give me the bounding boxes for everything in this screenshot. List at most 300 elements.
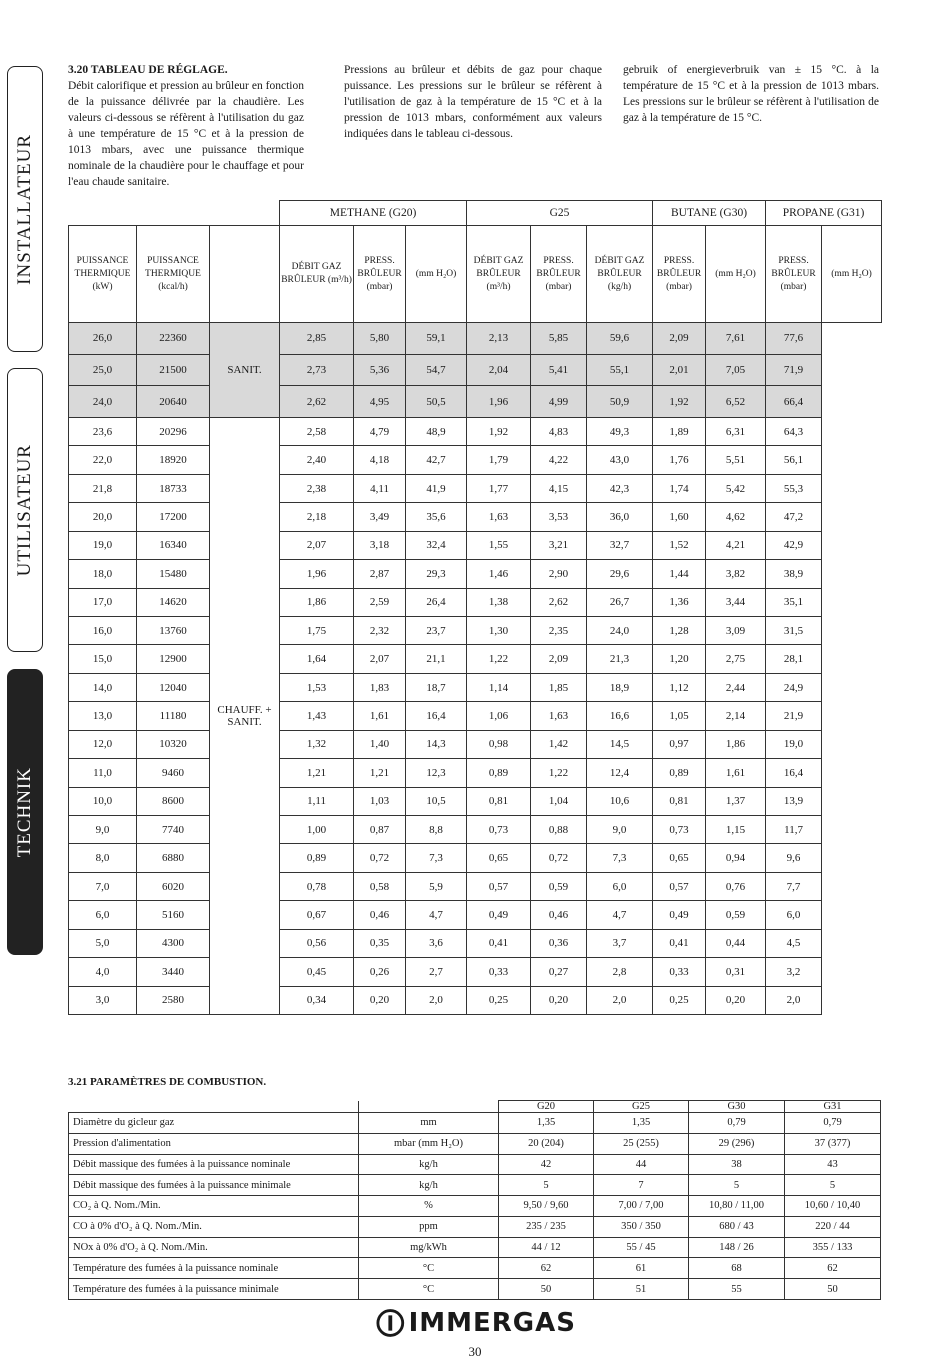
table-row	[69, 354, 882, 386]
param-value: 220 / 44	[785, 1216, 881, 1237]
gas-group-g25: G25	[467, 201, 653, 226]
cell-g30-flow: 1,20	[653, 645, 706, 673]
table-row	[69, 503, 882, 531]
cell-g31-mbar: 5,42	[706, 474, 766, 502]
cell-g20-flow: 2,58	[280, 418, 354, 446]
gas-group-row	[69, 201, 882, 226]
table-row	[69, 1258, 881, 1279]
param-value: 10,80 / 11,00	[689, 1196, 785, 1217]
col-header-g20-mbar: PRESS. BRÛLEUR (mbar)	[354, 226, 406, 323]
cell-g25-mbar: 1,42	[531, 730, 587, 758]
cell-g25-mbar: 4,22	[531, 446, 587, 474]
cell-g31-mmh2o: 2,0	[766, 986, 822, 1015]
settings-table	[68, 200, 882, 1015]
cell-g25-mbar: 0,46	[531, 901, 587, 929]
cell-g20-mbar: 3,18	[354, 531, 406, 559]
cell-g30-flow: 1,60	[653, 503, 706, 531]
table-row	[69, 1133, 881, 1154]
cell-g20-mmh2o: 59,1	[406, 323, 467, 355]
cell-g20-mbar: 4,11	[354, 474, 406, 502]
cell-g30-flow: 1,28	[653, 617, 706, 645]
table-row	[69, 1196, 881, 1217]
cell-power-kcal: 13760	[137, 617, 210, 645]
intro-col-2	[344, 62, 602, 142]
col-header-g30-mbar: PRESS. BRÛLEUR (mbar)	[653, 226, 706, 323]
cell-g30-flow: 0,49	[653, 901, 706, 929]
cell-power-kcal: 9460	[137, 759, 210, 787]
table-row	[69, 986, 882, 1015]
cell-power-kw: 9,0	[69, 815, 137, 843]
cell-g20-flow: 1,64	[280, 645, 354, 673]
cell-power-kcal: 16340	[137, 531, 210, 559]
intro-col-3	[623, 62, 879, 126]
cell-g25-mmh2o: 55,1	[587, 354, 653, 386]
cell-g25-mbar: 3,53	[531, 503, 587, 531]
column-header-row	[69, 226, 882, 323]
cell-g30-flow: 0,25	[653, 986, 706, 1015]
cell-g31-mbar: 7,05	[706, 354, 766, 386]
cell-g25-flow: 0,25	[467, 986, 531, 1015]
cell-g20-flow: 1,75	[280, 617, 354, 645]
cell-g25-flow: 0,49	[467, 901, 531, 929]
intro-paragraph: Débit calorifique et pression au brûleur en fonction de la puissance délivrée par la chaudière. Les valeurs ci-dessous se réfèrent à l'utilisation du gaz à une température de 15 °C et à la pression de 1013 mbars, avec une puissance thermique nominale de la chaudière pour le chauffage et pour l'eau chaude sanitaire.	[68, 80, 304, 188]
cell-g20-mbar: 5,80	[354, 323, 406, 355]
cell-g25-flow: 1,22	[467, 645, 531, 673]
cell-g20-mmh2o: 2,7	[406, 958, 467, 986]
immergas-logo-icon	[376, 1308, 405, 1338]
cell-power-kw: 12,0	[69, 730, 137, 758]
cell-g31-mbar: 0,94	[706, 844, 766, 872]
cell-g31-mbar: 2,14	[706, 702, 766, 730]
cell-g20-mbar: 0,26	[354, 958, 406, 986]
cell-g31-mbar: 4,21	[706, 531, 766, 559]
cell-g20-flow: 0,89	[280, 844, 354, 872]
cell-g25-mmh2o: 36,0	[587, 503, 653, 531]
col-header-g25-flow: DÉBIT GAZ BRÛLEUR (m³/h)	[467, 226, 531, 323]
side-tab-label: TECHNIK	[14, 766, 35, 858]
cell-g31-mbar: 1,37	[706, 787, 766, 815]
table-row	[69, 787, 882, 815]
cell-g20-mmh2o: 14,3	[406, 730, 467, 758]
cell-g25-mbar: 1,85	[531, 673, 587, 701]
cell-g20-mbar: 0,35	[354, 929, 406, 957]
param-value: 680 / 43	[689, 1216, 785, 1237]
cell-g30-flow: 1,92	[653, 386, 706, 418]
cell-g25-flow: 1,06	[467, 702, 531, 730]
param-value: 355 / 133	[785, 1237, 881, 1258]
cell-g20-mbar: 4,18	[354, 446, 406, 474]
cell-g25-flow: 1,63	[467, 503, 531, 531]
param-value: 29 (296)	[689, 1133, 785, 1154]
param-value: 7,00 / 7,00	[594, 1196, 689, 1217]
cell-g30-flow: 1,74	[653, 474, 706, 502]
cell-g30-flow: 1,89	[653, 418, 706, 446]
cell-power-kcal: 6020	[137, 872, 210, 900]
cell-power-kw: 14,0	[69, 673, 137, 701]
table-row	[69, 645, 882, 673]
cell-power-kcal: 15480	[137, 560, 210, 588]
cell-g25-mmh2o: 18,9	[587, 673, 653, 701]
param-value: 5	[785, 1175, 881, 1196]
param-value: 1,35	[594, 1113, 689, 1134]
cell-power-kw: 10,0	[69, 787, 137, 815]
param-value: 44	[594, 1154, 689, 1175]
param-label: Pression d'alimentation	[69, 1133, 359, 1154]
param-value: 38	[689, 1154, 785, 1175]
cell-g25-mmh2o: 50,9	[587, 386, 653, 418]
cell-g31-mmh2o: 24,9	[766, 673, 822, 701]
cell-power-kw: 19,0	[69, 531, 137, 559]
mode-heat-sanit-label: CHAUFF. + SANIT.	[210, 418, 280, 1015]
param-label: Diamètre du gicleur gaz	[69, 1113, 359, 1134]
cell-g31-mmh2o: 4,5	[766, 929, 822, 957]
side-tab-technician[interactable]	[7, 669, 43, 955]
cell-g20-mbar: 1,40	[354, 730, 406, 758]
cell-g31-mbar: 1,61	[706, 759, 766, 787]
param-value: 5	[499, 1175, 594, 1196]
param-value: 51	[594, 1279, 689, 1300]
param-label: Température des fumées à la puissance nominale	[69, 1258, 359, 1279]
cell-g31-mbar: 5,51	[706, 446, 766, 474]
cell-power-kcal: 18920	[137, 446, 210, 474]
cell-g20-mmh2o: 42,7	[406, 446, 467, 474]
cell-g30-flow: 0,73	[653, 815, 706, 843]
param-value: 37 (377)	[785, 1133, 881, 1154]
cell-power-kcal: 7740	[137, 815, 210, 843]
combustion-table-body	[69, 1113, 881, 1300]
cell-g31-mmh2o: 71,9	[766, 354, 822, 386]
cell-g25-flow: 1,55	[467, 531, 531, 559]
cell-g25-mmh2o: 24,0	[587, 617, 653, 645]
cell-g25-flow: 2,13	[467, 323, 531, 355]
cell-g20-mmh2o: 7,3	[406, 844, 467, 872]
cell-g25-mmh2o: 2,0	[587, 986, 653, 1015]
cell-power-kw: 23,6	[69, 418, 137, 446]
combustion-table	[68, 1100, 881, 1300]
cell-g25-mbar: 5,85	[531, 323, 587, 355]
param-label: CO à 0% d'O₂ à Q. Nom./Min.	[69, 1216, 359, 1237]
col-header-g31-mbar: PRESS. BRÛLEUR (mbar)	[766, 226, 822, 323]
cell-g20-flow: 2,40	[280, 446, 354, 474]
table-row	[69, 901, 882, 929]
cell-g31-mbar: 0,20	[706, 986, 766, 1015]
cell-g20-mbar: 4,95	[354, 386, 406, 418]
cell-g30-flow: 1,05	[653, 702, 706, 730]
cell-g20-flow: 2,38	[280, 474, 354, 502]
cell-g20-flow: 1,21	[280, 759, 354, 787]
param-value: 5	[689, 1175, 785, 1196]
cell-g31-mbar: 6,52	[706, 386, 766, 418]
cell-g25-flow: 1,96	[467, 386, 531, 418]
settings-table-body	[69, 323, 882, 1015]
table-row	[69, 958, 882, 986]
cell-g25-flow: 1,46	[467, 560, 531, 588]
cell-g20-mbar: 0,58	[354, 872, 406, 900]
cell-g31-mmh2o: 47,2	[766, 503, 822, 531]
cell-g25-mmh2o: 42,3	[587, 474, 653, 502]
cell-g25-mmh2o: 49,3	[587, 418, 653, 446]
cell-g20-flow: 2,62	[280, 386, 354, 418]
cell-g25-mmh2o: 26,7	[587, 588, 653, 616]
cell-power-kw: 17,0	[69, 588, 137, 616]
cell-g25-mmh2o: 43,0	[587, 446, 653, 474]
cell-power-kw: 24,0	[69, 386, 137, 418]
cell-power-kw: 15,0	[69, 645, 137, 673]
table-row	[69, 929, 882, 957]
cell-g25-mbar: 0,88	[531, 815, 587, 843]
table-row	[69, 1154, 881, 1175]
cell-g20-mmh2o: 26,4	[406, 588, 467, 616]
cell-g20-flow: 0,78	[280, 872, 354, 900]
param-value: 1,35	[499, 1113, 594, 1134]
cell-g31-mmh2o: 38,9	[766, 560, 822, 588]
cell-g20-flow: 0,45	[280, 958, 354, 986]
cell-g30-flow: 1,52	[653, 531, 706, 559]
cell-g31-mbar: 0,31	[706, 958, 766, 986]
table-row	[69, 673, 882, 701]
cell-g25-flow: 0,33	[467, 958, 531, 986]
gas-group-g31: PROPANE (G31)	[766, 201, 882, 226]
cell-g20-mbar: 2,87	[354, 560, 406, 588]
cell-g25-flow: 2,04	[467, 354, 531, 386]
cell-g30-flow: 2,09	[653, 323, 706, 355]
cell-g20-flow: 1,86	[280, 588, 354, 616]
cell-power-kcal: 11180	[137, 702, 210, 730]
gas-group-g20: METHANE (G20)	[280, 201, 467, 226]
cell-g25-mmh2o: 12,4	[587, 759, 653, 787]
cell-g25-mbar: 3,21	[531, 531, 587, 559]
col-header-g20-flow: DÉBIT GAZ BRÛLEUR (m³/h)	[280, 226, 354, 323]
table-row	[69, 474, 882, 502]
cell-g31-mmh2o: 77,6	[766, 323, 822, 355]
param-value: 50	[499, 1279, 594, 1300]
table-row	[69, 1216, 881, 1237]
param-value: 25 (255)	[594, 1133, 689, 1154]
cell-g20-mmh2o: 12,3	[406, 759, 467, 787]
param-value: 68	[689, 1258, 785, 1279]
cell-g31-mmh2o: 66,4	[766, 386, 822, 418]
param-value: 55 / 45	[594, 1237, 689, 1258]
cell-g20-mbar: 1,03	[354, 787, 406, 815]
cell-g31-mbar: 2,44	[706, 673, 766, 701]
cell-g31-mbar: 0,44	[706, 929, 766, 957]
cell-g31-mbar: 4,62	[706, 503, 766, 531]
cell-g25-mmh2o: 16,6	[587, 702, 653, 730]
cell-g25-mbar: 4,99	[531, 386, 587, 418]
param-label: NOx à 0% d'O₂ à Q. Nom./Min.	[69, 1237, 359, 1258]
cell-g25-flow: 0,81	[467, 787, 531, 815]
cell-g20-flow: 1,32	[280, 730, 354, 758]
cell-g20-mmh2o: 54,7	[406, 354, 467, 386]
cell-g31-mbar: 7,61	[706, 323, 766, 355]
side-tab-installer[interactable]	[7, 66, 43, 352]
param-value: 62	[785, 1258, 881, 1279]
cell-g31-mbar: 6,31	[706, 418, 766, 446]
param-value: 148 / 26	[689, 1237, 785, 1258]
gas-header-g30: G30	[689, 1101, 785, 1113]
cell-g25-mbar: 1,22	[531, 759, 587, 787]
cell-power-kcal: 21500	[137, 354, 210, 386]
cell-power-kcal: 2580	[137, 986, 210, 1015]
cell-g25-mbar: 0,72	[531, 844, 587, 872]
param-value: 50	[785, 1279, 881, 1300]
table-row	[69, 1237, 881, 1258]
cell-g25-flow: 1,77	[467, 474, 531, 502]
col-header-g30-mmh2o: (mm H₂O)	[706, 226, 766, 323]
cell-g25-flow: 0,73	[467, 815, 531, 843]
table-row	[69, 560, 882, 588]
cell-g20-mmh2o: 21,1	[406, 645, 467, 673]
cell-g30-flow: 1,36	[653, 588, 706, 616]
cell-g25-mbar: 4,83	[531, 418, 587, 446]
cell-g20-flow: 0,34	[280, 986, 354, 1015]
table-row	[69, 1113, 881, 1134]
cell-g31-mmh2o: 56,1	[766, 446, 822, 474]
cell-power-kcal: 20640	[137, 386, 210, 418]
cell-g20-mmh2o: 35,6	[406, 503, 467, 531]
cell-power-kw: 21,8	[69, 474, 137, 502]
cell-g25-mbar: 1,04	[531, 787, 587, 815]
brand-logo	[376, 1303, 576, 1343]
cell-g30-flow: 2,01	[653, 354, 706, 386]
side-tab-user[interactable]	[7, 368, 43, 652]
cell-g25-mbar: 2,90	[531, 560, 587, 588]
cell-g25-mmh2o: 6,0	[587, 872, 653, 900]
cell-power-kw: 20,0	[69, 503, 137, 531]
param-value: 0,79	[785, 1113, 881, 1134]
combustion-header-row	[69, 1101, 881, 1113]
cell-power-kw: 4,0	[69, 958, 137, 986]
param-unit: mg/kWh	[359, 1237, 499, 1258]
cell-power-kcal: 10320	[137, 730, 210, 758]
cell-g25-mbar: 0,36	[531, 929, 587, 957]
cell-power-kcal: 8600	[137, 787, 210, 815]
cell-g25-mbar: 4,15	[531, 474, 587, 502]
col-header-g20-mmh2o: (mm H₂O)	[406, 226, 467, 323]
cell-power-kw: 16,0	[69, 617, 137, 645]
cell-power-kw: 8,0	[69, 844, 137, 872]
cell-g20-mbar: 5,36	[354, 354, 406, 386]
cell-g25-flow: 1,79	[467, 446, 531, 474]
cell-g25-mmh2o: 32,7	[587, 531, 653, 559]
intro-col-1	[68, 62, 304, 190]
cell-power-kw: 13,0	[69, 702, 137, 730]
cell-g20-mmh2o: 8,8	[406, 815, 467, 843]
table-row	[69, 386, 882, 418]
cell-g31-mmh2o: 9,6	[766, 844, 822, 872]
cell-power-kcal: 14620	[137, 588, 210, 616]
cell-g25-flow: 0,57	[467, 872, 531, 900]
cell-g25-mbar: 2,09	[531, 645, 587, 673]
cell-g25-mmh2o: 7,3	[587, 844, 653, 872]
gas-header-g25: G25	[594, 1101, 689, 1113]
cell-g20-flow: 1,00	[280, 815, 354, 843]
cell-power-kcal: 6880	[137, 844, 210, 872]
cell-g30-flow: 0,65	[653, 844, 706, 872]
cell-g30-flow: 0,81	[653, 787, 706, 815]
cell-g20-mmh2o: 41,9	[406, 474, 467, 502]
table-row	[69, 702, 882, 730]
param-value: 55	[689, 1279, 785, 1300]
param-unit: kg/h	[359, 1175, 499, 1196]
cell-g20-flow: 0,67	[280, 901, 354, 929]
cell-g25-mbar: 0,20	[531, 986, 587, 1015]
cell-g20-flow: 1,53	[280, 673, 354, 701]
col-header-power-kw: PUISSANCE THERMIQUE (kW)	[69, 226, 137, 323]
cell-power-kw: 25,0	[69, 354, 137, 386]
cell-g20-mbar: 1,21	[354, 759, 406, 787]
param-value: 235 / 235	[499, 1216, 594, 1237]
cell-g20-flow: 0,56	[280, 929, 354, 957]
param-unit: °C	[359, 1258, 499, 1279]
cell-g20-mbar: 2,07	[354, 645, 406, 673]
cell-g31-mbar: 1,15	[706, 815, 766, 843]
table-row	[69, 446, 882, 474]
table-row	[69, 815, 882, 843]
cell-g20-mmh2o: 32,4	[406, 531, 467, 559]
cell-g31-mmh2o: 21,9	[766, 702, 822, 730]
cell-power-kcal: 4300	[137, 929, 210, 957]
cell-g30-flow: 0,57	[653, 872, 706, 900]
side-tab-label: INSTALLATEUR	[14, 133, 35, 285]
cell-g20-mmh2o: 2,0	[406, 986, 467, 1015]
cell-g20-mbar: 0,20	[354, 986, 406, 1015]
table-row	[69, 872, 882, 900]
table-row	[69, 730, 882, 758]
cell-g20-flow: 1,11	[280, 787, 354, 815]
param-value: 43	[785, 1154, 881, 1175]
param-label: Température des fumées à la puissance minimale	[69, 1279, 359, 1300]
cell-g25-flow: 0,41	[467, 929, 531, 957]
cell-g20-flow: 2,18	[280, 503, 354, 531]
cell-g31-mbar: 3,82	[706, 560, 766, 588]
cell-power-kw: 6,0	[69, 901, 137, 929]
cell-g25-flow: 0,65	[467, 844, 531, 872]
cell-power-kcal: 22360	[137, 323, 210, 355]
param-value: 42	[499, 1154, 594, 1175]
cell-g20-mmh2o: 23,7	[406, 617, 467, 645]
cell-g30-flow: 1,76	[653, 446, 706, 474]
cell-g25-mmh2o: 3,7	[587, 929, 653, 957]
cell-g31-mmh2o: 42,9	[766, 531, 822, 559]
cell-g25-mmh2o: 10,6	[587, 787, 653, 815]
col-header-power-kcal: PUISSANCE THERMIQUE (kcal/h)	[137, 226, 210, 323]
cell-g20-mbar: 2,59	[354, 588, 406, 616]
cell-g25-mbar: 0,27	[531, 958, 587, 986]
cell-g31-mmh2o: 3,2	[766, 958, 822, 986]
cell-g31-mmh2o: 7,7	[766, 872, 822, 900]
cell-g20-mmh2o: 4,7	[406, 901, 467, 929]
cell-g25-mbar: 0,59	[531, 872, 587, 900]
cell-g20-mbar: 1,83	[354, 673, 406, 701]
cell-power-kw: 22,0	[69, 446, 137, 474]
cell-g31-mmh2o: 19,0	[766, 730, 822, 758]
param-unit: mbar (mm H₂O)	[359, 1133, 499, 1154]
cell-g31-mbar: 0,59	[706, 901, 766, 929]
page-number: 30	[468, 1344, 482, 1359]
cell-g31-mbar: 1,86	[706, 730, 766, 758]
col-header-mode	[210, 226, 280, 323]
cell-g20-flow: 2,07	[280, 531, 354, 559]
table-row	[69, 617, 882, 645]
cell-g25-flow: 1,38	[467, 588, 531, 616]
cell-g30-flow: 0,41	[653, 929, 706, 957]
cell-g30-flow: 0,33	[653, 958, 706, 986]
cell-g20-flow: 1,96	[280, 560, 354, 588]
cell-power-kw: 5,0	[69, 929, 137, 957]
cell-power-kcal: 12040	[137, 673, 210, 701]
section-heading: 3.20 TABLEAU DE RÉGLAGE.	[68, 64, 228, 76]
